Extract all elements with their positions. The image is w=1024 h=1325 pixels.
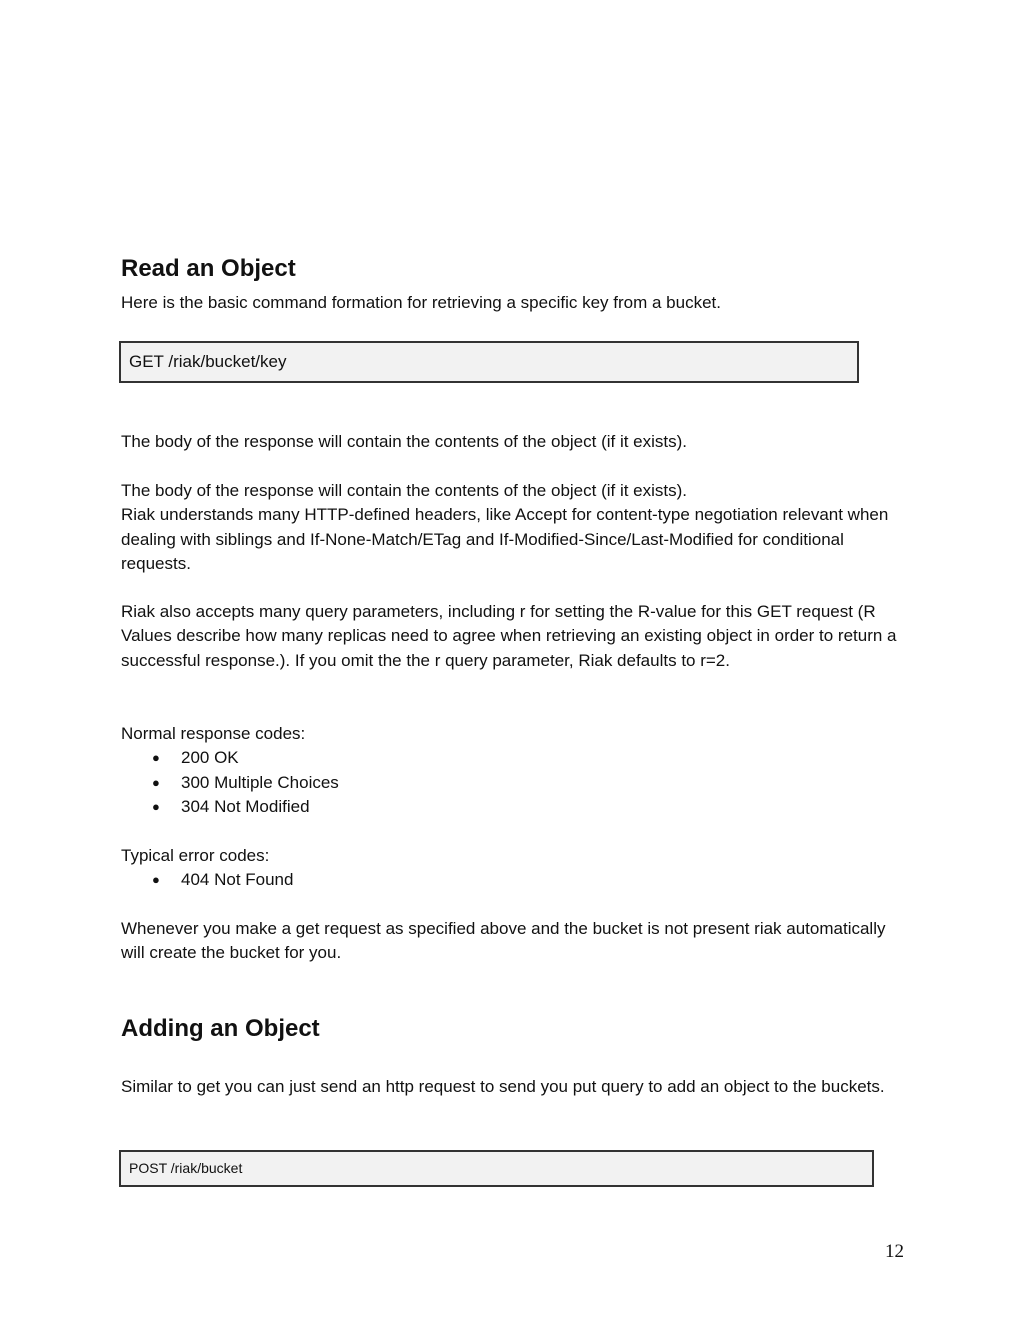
section-title-read-an-object: Read an Object bbox=[121, 255, 296, 282]
error-codes-section bbox=[121, 844, 911, 893]
response-body-paragraph: The body of the response will contain the contents of the object (if it exists). bbox=[121, 432, 688, 451]
auto-create-bucket-paragraph: Whenever you make a get request as specified above and the bucket is not present riak automatically will create the bucket for you. bbox=[121, 919, 886, 963]
page-number: 12 bbox=[885, 1241, 904, 1262]
normal-codes-label: Normal response codes: bbox=[121, 724, 306, 743]
bullet-icon: ● bbox=[152, 774, 160, 790]
headers-paragraph-rest: Riak understands many HTTP-defined headers, like Accept for content-type negotiation relevant when dealing with siblings and If-None-Match/ETag and If-Modified-Since/Last-Modified for conditional requests. bbox=[121, 505, 889, 574]
bullet-icon: ● bbox=[152, 872, 160, 888]
intro-paragraph: Here is the basic command formation for retrieving a specific key from a bucket. bbox=[121, 293, 721, 312]
list-item: ● 300 Multiple Choices bbox=[121, 771, 911, 795]
headers-paragraph-line1: The body of the response will contain the contents of the object (if it exists). bbox=[121, 481, 688, 500]
list-item: ● 404 Not Found bbox=[121, 868, 911, 892]
code-block-get: GET /riak/bucket/key bbox=[119, 341, 859, 383]
bullet-icon: ● bbox=[152, 799, 160, 815]
section-title-adding-an-object: Adding an Object bbox=[121, 1015, 320, 1042]
query-params-paragraph: Riak also accepts many query parameters, including r for setting the R-value for this GET request (R Values describe how many replicas need to agree when retrieving an existing object in order to return a successful response.). If you omit the the r query parameter, Riak defaults to r=2. bbox=[121, 602, 897, 670]
adding-object-paragraph: Similar to get you can just send an http request to send you put query to add an object to the buckets. bbox=[121, 1077, 885, 1096]
list-item: ● 304 Not Modified bbox=[121, 795, 911, 819]
document-page bbox=[121, 0, 911, 1325]
bullet-icon: ● bbox=[152, 750, 160, 766]
headers-paragraph bbox=[121, 479, 911, 577]
code-block-post: POST /riak/bucket bbox=[119, 1150, 874, 1187]
normal-codes-list bbox=[121, 746, 911, 819]
error-codes-list bbox=[121, 868, 911, 892]
normal-codes-section bbox=[121, 722, 911, 820]
error-codes-label: Typical error codes: bbox=[121, 846, 270, 865]
list-item: ● 200 OK bbox=[121, 746, 911, 770]
